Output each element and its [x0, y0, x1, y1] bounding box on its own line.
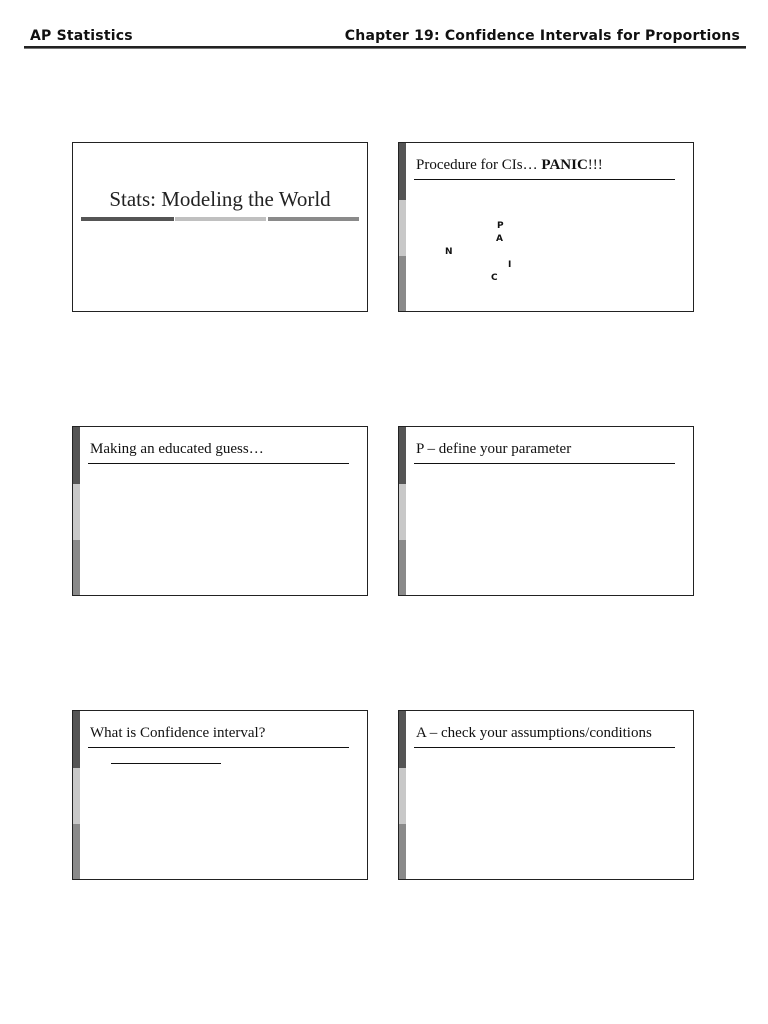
slide-title: What is Confidence interval?	[90, 725, 266, 741]
slide-4-define-parameter	[398, 426, 694, 596]
slide-title: P – define your parameter	[416, 441, 572, 457]
title-bar-segment-light	[175, 217, 266, 221]
slide-1-title	[72, 142, 368, 312]
slide-title: A – check your assumptions/conditions	[416, 725, 652, 741]
slide-accent-bar	[399, 143, 406, 311]
title-underline	[88, 463, 349, 464]
letter-c: C	[491, 273, 498, 283]
title-underline	[414, 179, 675, 180]
slide-title: Making an educated guess…	[90, 441, 264, 457]
panic-word: PANIC	[541, 157, 588, 173]
header-divider	[24, 46, 746, 49]
title-underline	[414, 747, 675, 748]
letter-p: P	[497, 221, 504, 231]
letter-a: A	[496, 234, 503, 244]
title-bar-segment-dark	[81, 217, 174, 221]
slide-accent-bar	[399, 427, 406, 595]
slide-title: Stats: Modeling the World	[109, 187, 331, 211]
slide-6-assumptions	[398, 710, 694, 880]
slide-accent-bar	[73, 711, 80, 879]
slide-5-confidence-interval	[72, 710, 368, 880]
slide-title: Procedure for CIs… PANIC!!!	[416, 157, 603, 173]
slide-2-panic	[398, 142, 694, 312]
fill-in-blank-line	[111, 763, 221, 764]
letter-i: I	[508, 260, 512, 270]
title-underline	[88, 747, 349, 748]
slide-accent-bar	[399, 711, 406, 879]
letter-n: N	[445, 247, 453, 257]
header-chapter-title: Chapter 19: Confidence Intervals for Proportions	[344, 28, 740, 44]
title-bar-segment-mid	[268, 217, 359, 221]
slide-3-educated-guess	[72, 426, 368, 596]
header-course-title: AP Statistics	[30, 28, 133, 44]
title-underline	[414, 463, 675, 464]
slide-accent-bar	[73, 427, 80, 595]
